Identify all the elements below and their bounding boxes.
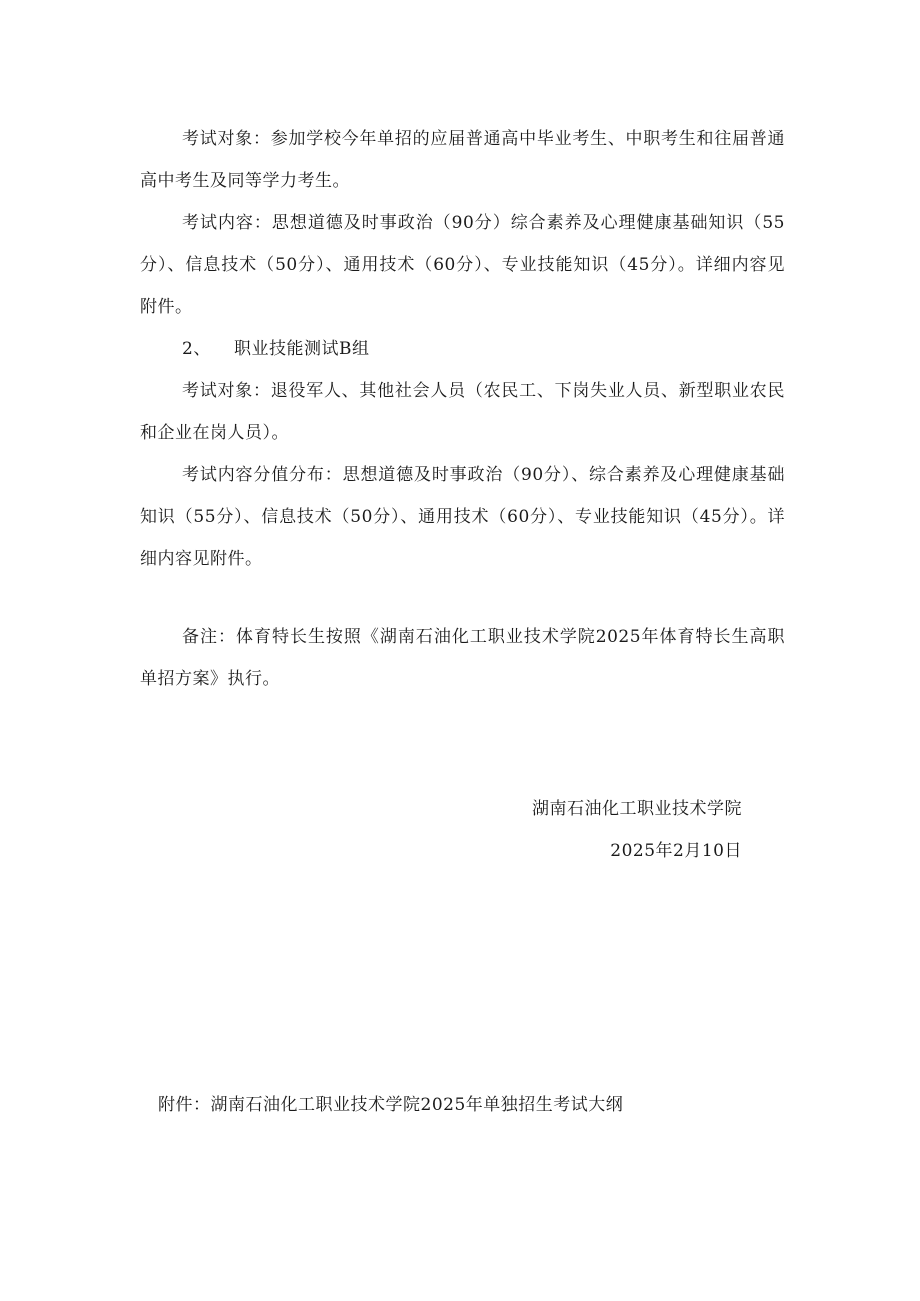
- exam-target-paragraph-b: 考试对象：退役军人、其他社会人员（农民工、下岗失业人员、新型职业农民和企业在岗人员）。: [140, 381, 785, 443]
- signature-organization: 湖南石油化工职业技术学院: [532, 799, 742, 819]
- remark-paragraph: 备注：体育特长生按照《湖南石油化工职业技术学院2025年体育特长生高职单招方案》执行。: [140, 627, 785, 689]
- section-heading-2: [182, 328, 370, 370]
- section-title: 职业技能测试B组: [234, 339, 370, 359]
- signature-date: 2025年2月10日: [610, 841, 742, 861]
- exam-content-paragraph-b: 考试内容分值分布：思想道德及时事政治（90分）、综合素养及心理健康基础知识（55分）、信息技术（50分）、通用技术（60分）、专业技能知识（45分）。详细内容见附件。: [140, 465, 785, 569]
- attachment-note: 附件：湖南石油化工职业技术学院2025年单独招生考试大纲: [158, 1095, 624, 1115]
- exam-content-paragraph-a: 考试内容：思想道德及时事政治（90分）综合素养及心理健康基础知识（55分）、信息技术（50分）、通用技术（60分）、专业技能知识（45分）。详细内容见附件。: [140, 213, 785, 317]
- section-number: 2、: [182, 339, 211, 359]
- exam-target-paragraph-a: 考试对象：参加学校今年单招的应届普通高中毕业考生、中职考生和往届普通高中考生及同等学力考生。: [140, 129, 785, 191]
